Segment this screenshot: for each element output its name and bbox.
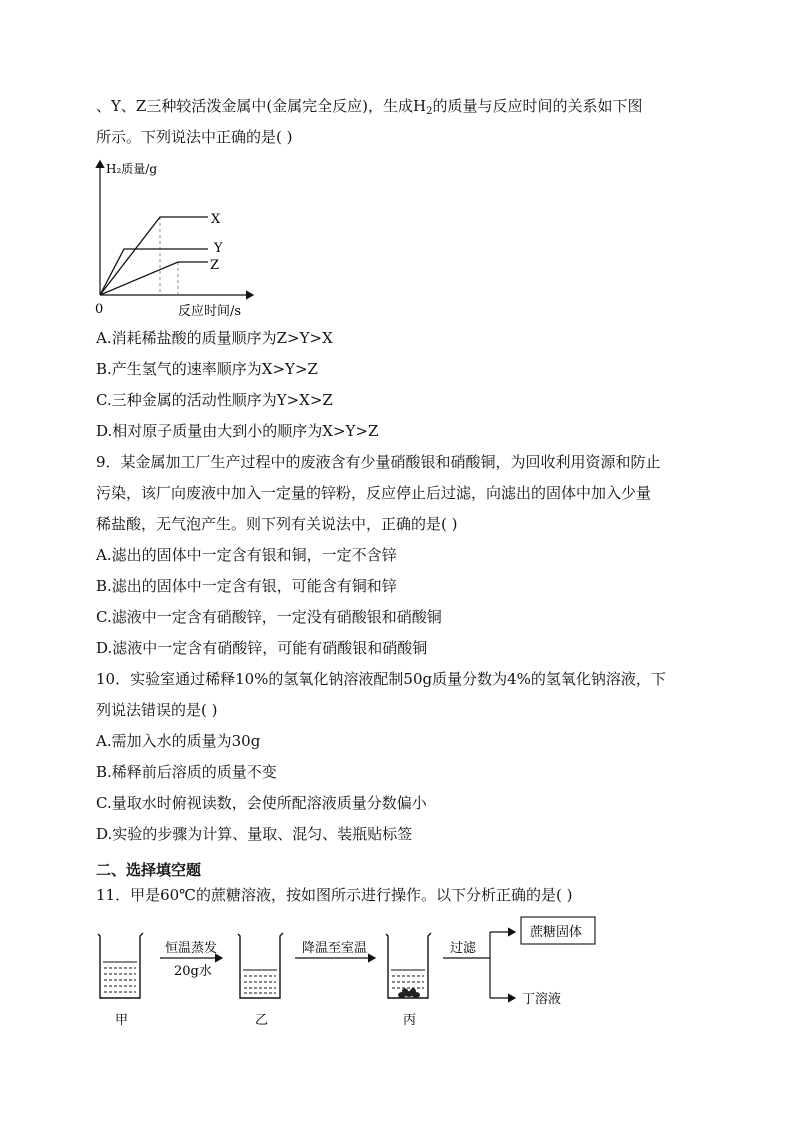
- q8-intro-subscript: 2: [426, 106, 433, 117]
- step1-top-label: 恒温蒸发: [165, 941, 218, 956]
- q8-option-c: C.三种金属的活动性顺序为Y>X>Z: [96, 391, 333, 409]
- graph-origin: 0: [95, 302, 104, 317]
- q10-option-c: C.量取水时俯视读数，会使所配溶液质量分数偏小: [96, 794, 427, 812]
- q8-intro-pre: 、Y、Z三种较活泼金属中(金属完全反应)，生成H: [96, 97, 427, 115]
- liquid-product-label: 丁溶液: [522, 992, 562, 1007]
- solid-product-label: 蔗糖固体: [530, 925, 583, 940]
- q11-line: 11．甲是60℃的蔗糖溶液，按如图所示进行操作。以下分析正确的是( ): [96, 886, 573, 904]
- q9-line3: 稀盐酸，无气泡产生。则下列有关说法中，正确的是( ): [96, 515, 458, 533]
- q8-option-d: D.相对原子质量由大到小的顺序为X>Y>Z: [96, 422, 379, 440]
- step3-label: 过滤: [450, 941, 477, 956]
- beaker-label-bing: 丙: [403, 1013, 417, 1028]
- q9-option-b: B.滤出的固体中一定含有银，可能含有铜和锌: [96, 577, 397, 595]
- graph-curve-x: [100, 217, 208, 295]
- q8-intro-post: 的质量与反应时间的关系如下图: [432, 97, 643, 115]
- graph-label-z: Z: [210, 258, 220, 273]
- q10-option-d: D.实验的步骤为计算、量取、混匀、装瓶贴标签: [96, 825, 413, 843]
- beaker-label-jia: 甲: [115, 1013, 129, 1028]
- step1-bottom-label: 20g水: [174, 964, 212, 979]
- beaker-yi: [238, 933, 283, 998]
- graph-y-label: H₂质量/g: [106, 162, 158, 176]
- q8-option-b: B.产生氢气的速率顺序为X>Y>Z: [96, 360, 318, 378]
- q8-intro-line2: 所示。下列说法中正确的是( ): [96, 128, 293, 146]
- beaker-label-yi: 乙: [255, 1013, 269, 1028]
- q10-line1: 10．实验室通过稀释10%的氢氧化钠溶液配制50g质量分数为4%的氢氧化钠溶液，下: [96, 670, 666, 688]
- q8-option-a: A.消耗稀盐酸的质量顺序为Z>Y>X: [96, 329, 333, 347]
- graph-label-y: Y: [214, 241, 223, 256]
- sucrose-process-diagram: [90, 912, 610, 1032]
- graph-label-x: X: [211, 212, 221, 227]
- h2-mass-time-graph: [90, 155, 270, 323]
- graph-curve-z: [100, 262, 208, 295]
- q8-intro-line1: [96, 96, 643, 122]
- q9-option-c: C.滤液中一定含有硝酸锌，一定没有硝酸银和硝酸铜: [96, 608, 442, 626]
- q9-option-d: D.滤液中一定含有硝酸锌，可能有硝酸银和硝酸铜: [96, 639, 428, 657]
- q10-line2: 列说法错误的是( ): [96, 701, 218, 719]
- q10-option-a: A.需加入水的质量为30g: [96, 732, 261, 750]
- q9-line1: 9．某金属加工厂生产过程中的废液含有少量硝酸银和硝酸铜，为回收利用资源和防止: [96, 453, 661, 471]
- step2-label: 降温至室温: [302, 941, 368, 956]
- q9-line2: 污染，该厂向废液中加入一定量的锌粉，反应停止后过滤，向滤出的固体中加入少量: [96, 484, 652, 502]
- q10-option-b: B.稀释前后溶质的质量不变: [96, 763, 277, 781]
- section-title: 二、选择填空题: [96, 861, 202, 879]
- beaker-jia: [98, 933, 143, 998]
- q9-option-a: A.滤出的固体中一定含有银和铜，一定不含锌: [96, 546, 397, 564]
- graph-x-label: 反应时间/s: [178, 304, 242, 319]
- beaker-bing: [386, 933, 431, 998]
